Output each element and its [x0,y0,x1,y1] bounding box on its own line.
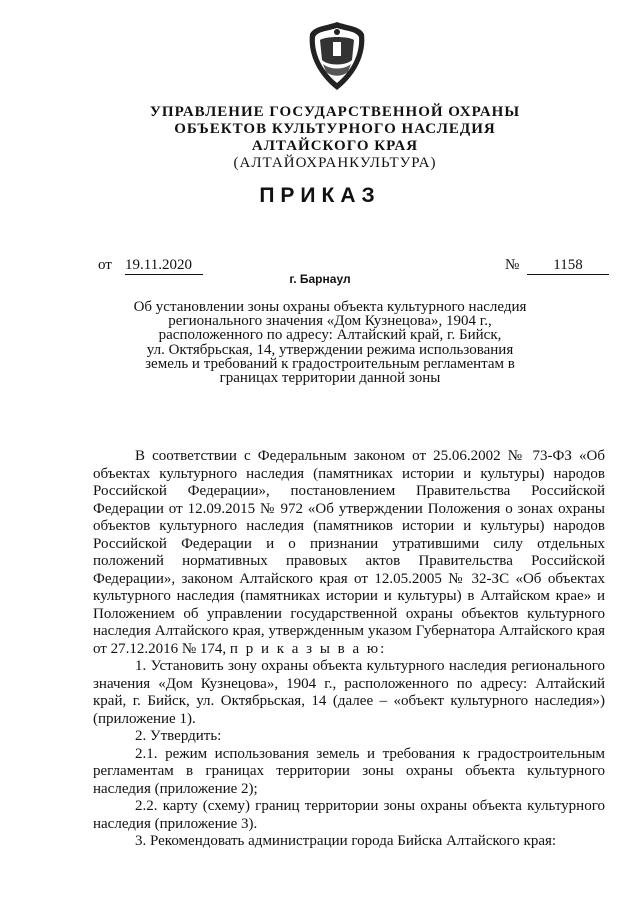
subject-line: регионального значения «Дом Кузнецова», 1904 г., [168,313,492,330]
agency-abbreviation: (АЛТАЙОХРАНКУЛЬТУРА) [233,155,437,171]
subject-line: границах территории данной зоны [219,370,441,387]
order-body [93,448,605,851]
coat-of-arms-emblem [306,20,368,94]
item-paragraph: 3. Рекомендовать администрации города Бийска Алтайского края: [135,833,557,849]
order-number: 1158 [527,257,609,275]
subject-line: Об установлении зоны охраны объекта культурного наследия [133,299,527,315]
preamble-paragraph [93,448,605,658]
number-prefix: № [505,257,520,273]
agency-name-line3: АЛТАЙСКОГО КРАЯ [251,138,419,154]
agency-header [100,104,570,172]
subject-line: ул. Октябрьская, 14, утверждении режима использования [146,341,514,358]
item-paragraph: 2. Утвердить: [135,728,222,744]
item-paragraph: 1. Установить зону охраны объекта культурного наследия регионального значения «Дом Кузнецова», 1904 г., расположенного по адресу: Алтайский край, г. Бийск, ул. Октябрьская, 14 (далее – «объект культурного наследия») (приложение 1). [93,658,605,727]
agency-name-line2: ОБЪЕКТОВ КУЛЬТУРНОГО НАСЛЕДИЯ [174,121,496,137]
item-paragraph: 2.1. режим использования земель и требования к градостроительным регламентам в границах территории зоны охраны объекта культурного наследия (приложение 2); [93,745,605,797]
order-date: 19.11.2020 [125,257,203,275]
document-title: ПРИКАЗ [259,184,381,207]
issue-city: г. Барнаул [289,272,351,286]
order-subject [130,300,530,385]
agency-name-line1: УПРАВЛЕНИЕ ГОСУДАРСТВЕННОЙ ОХРАНЫ [149,104,521,120]
item-paragraph: 2.2. карту (схему) границ территории зоны охраны объекта культурного наследия (приложение 3). [93,798,605,832]
subject-line: расположенного по адресу: Алтайский край, г. Бийск, [158,327,502,344]
preamble-text: В соответствии с Федеральным законом от 25.06.2002 № 73-ФЗ «Об объектах культурного наследия (памятниках истории и культуры) народов Российской Федерации», постановлением Правительства Российской Федерации от 12.09.2015 № 972 «Об утверждении Положения о зонах охраны объектов культурного наследия (памятников истории и культуры) народов Российской Федерации и о признании утратившими силу отдельных положений нормативных правовых актов Правительства Российской Федерации», законом Алтайского края от 12.05.2005 № 32-ЗС «Об объектах культурного наследия (памятниках истории и культуры) в Алтайском крае» и Положением об управлении государственной охраны объектов культурного наследия Алтайского края, утвержденным указом Губернатора Алтайского края от 27.12.2016 № 174, [93,448,605,657]
subject-line: земель и требований к градостроительным регламентам в [145,355,515,372]
date-prefix: от [98,257,112,273]
order-word: п р и к а з ы в а ю: [229,640,387,657]
